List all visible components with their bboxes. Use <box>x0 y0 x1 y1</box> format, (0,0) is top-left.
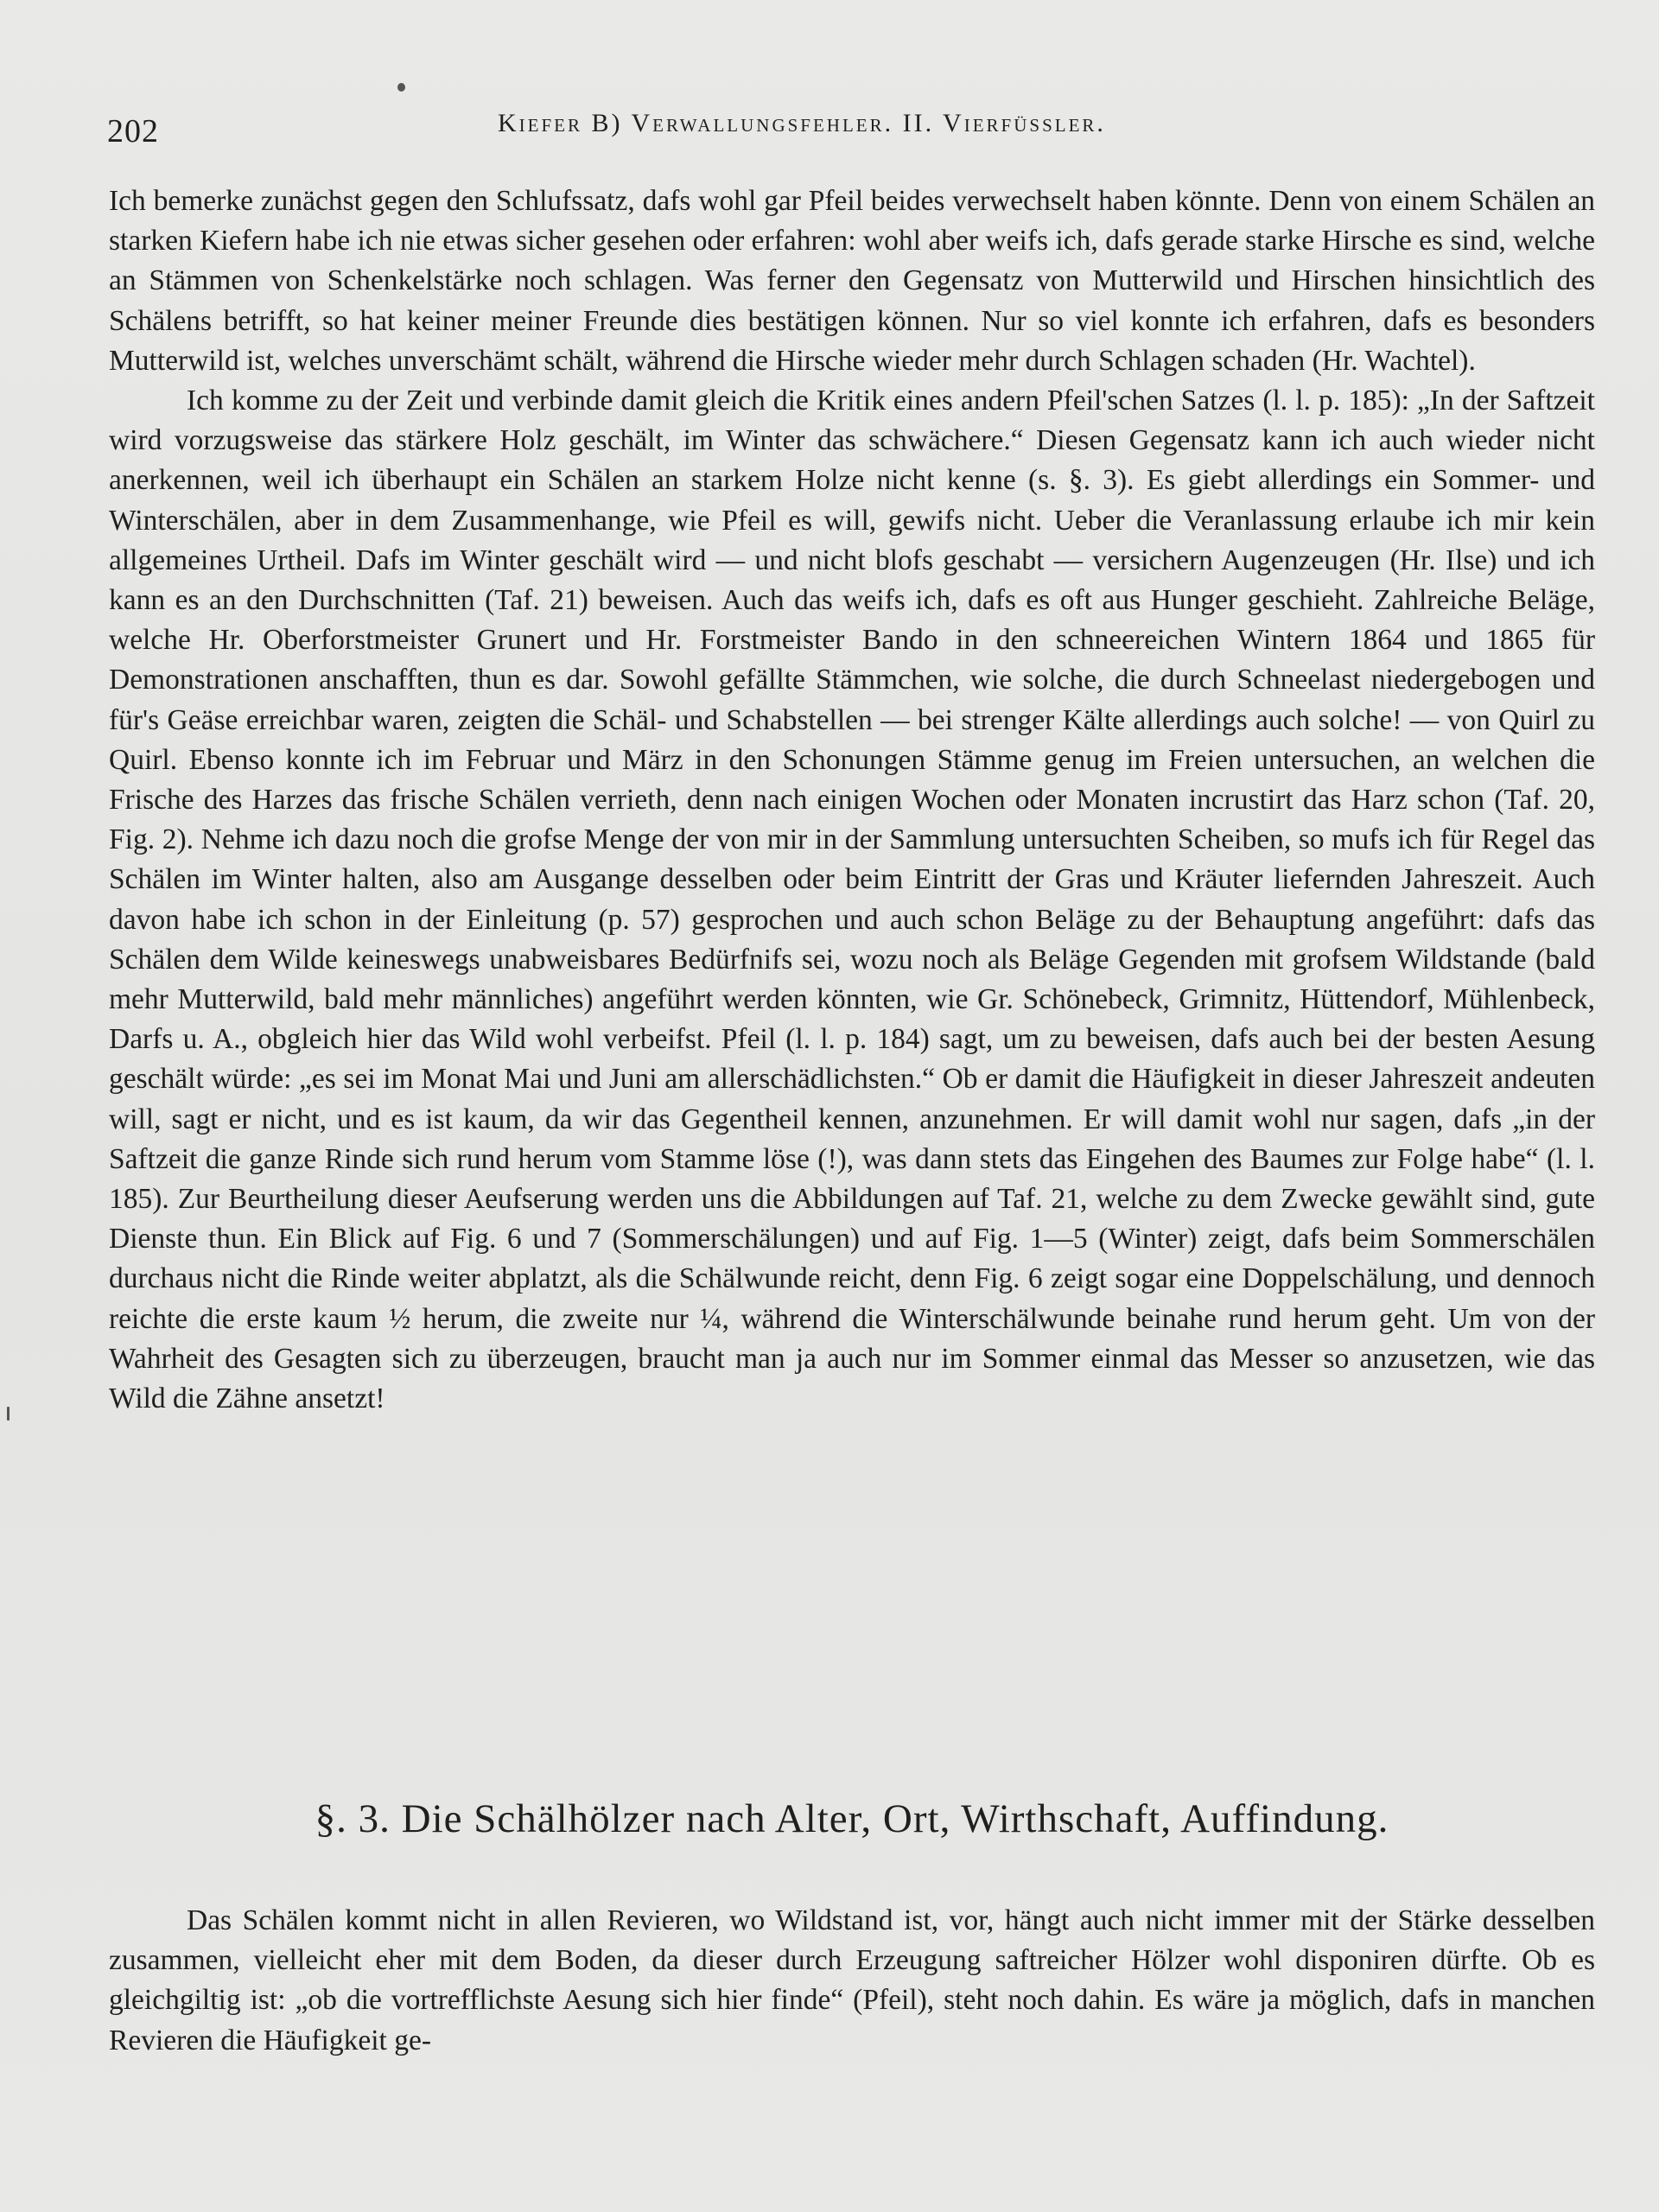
section-heading: §. 3. Die Schälhölzer nach Alter, Ort, Wirthschaft, Auffindung. <box>315 1796 1389 1841</box>
running-title: Kiefer B) Verwallungsfehler. II. Vierfüssler. <box>498 109 1106 137</box>
ink-speck <box>397 83 405 92</box>
page-number: 202 <box>107 113 159 149</box>
paragraph: Ich komme zu der Zeit und verbinde damit gleich die Kritik eines andern Pfeil'schen Satzes (l. l. p. 185): „In der Saftzeit wird vorzugsweise das stärkere Holz geschält, im Winter das schwächere.“ Diesen Gegensatz kann ich auch wieder nicht anerkennen, weil ich überhaupt ein Schälen an starkem Holze nicht kenne (s. §. 3). Es giebt allerdings ein Sommer- und Winterschälen, aber in dem Zusammenhange, wie Pfeil es will, gewifs nicht. Ueber die Veranlassung erlaube ich mir kein allgemeines Urtheil. Dafs im Winter geschält wird — und nicht blofs geschabt — versichern Augenzeugen (Hr. Ilse) und ich kann es an den Durchschnitten (Taf. 21) beweisen. Auch das weifs ich, dafs es oft aus Hunger geschieht. Zahlreiche Beläge, welche Hr. Oberforstmeister Grunert und Hr. Forstmeister Bando in den schneereichen Wintern 1864 und 1865 für Demonstrationen anschafften, thun es dar. Sowohl gefällte Stämmchen, wie solche, die durch Schneelast niedergebogen und für's Geäse erreichbar waren, zeigten die Schäl- und Schabstellen — bei strenger Kälte allerdings auch solche! — von Quirl zu Quirl. Ebenso konnte ich im Februar und März in den Schonungen Stämme genug im Freien untersuchen, an welchen die Frische des Harzes das frische Schälen verrieth, denn nach einigen Wochen oder Monaten incrustirt das Harz schon (Taf. 20, Fig. 2). Nehme ich dazu noch die grofse Menge der von mir in der Sammlung untersuchten Scheiben, so mufs ich für Regel das Schälen im Winter halten, also am Ausgange desselben oder beim Eintritt der Gras und Kräuter liefernden Jahreszeit. Auch davon habe ich schon in der Einleitung (p. 57) gesprochen und auch schon Beläge zu der Behauptung angeführt: dafs das Schälen dem Wilde keineswegs unabweisbares Bedürfnifs sei, wozu noch als Beläge Gegenden mit grofsem Wildstande (bald mehr Mutterwild, bald mehr männliches) angeführt werden könnten, wie Gr. Schönebeck, Grimnitz, Hüttendorf, Mühlenbeck, Darfs u. A., obgleich hier das Wild wohl verbeifst. Pfeil (l. l. p. 184) sagt, um zu beweisen, dafs auch bei der besten Aesung geschält würde: „es sei im Monat Mai und Juni am allerschädlichsten.“ Ob er damit die Häufigkeit in dieser Jahreszeit andeuten will, sagt er nicht, und es ist kaum, da wir das Gegentheil kennen, anzunehmen. Er will damit wohl nur sagen, dafs „in der Saftzeit die ganze Rinde sich rund herum vom Stamme löse (!), was dann stets das Eingehen des Baumes zur Folge habe“ (l. l. 185). Zur Beurtheilung dieser Aeufserung werden uns die Abbildungen auf Taf. 21, welche zu dem Zwecke gewählt sind, gute Dienste thun. Ein Blick auf Fig. 6 und 7 (Sommerschälungen) und auf Fig. 1—5 (Winter) zeigt, dafs beim Sommerschälen durchaus nicht die Rinde weiter abplatzt, als die Schälwunde reicht, denn Fig. 6 zeigt sogar eine Doppelschälung, und dennoch reichte die erste kaum ½ herum, die zweite nur ¼, während die Winterschälwunde beinahe rund herum geht. Um von der Wahrheit des Gesagten sich zu überzeugen, braucht man ja auch nur im Sommer einmal das Messer so anzusetzen, wie das Wild die Zähne ansetzt! <box>109 385 1595 1415</box>
running-head <box>107 102 1593 154</box>
paragraph: Ich bemerke zunächst gegen den Schlufssatz, dafs wohl gar Pfeil beides verwechselt haben könnte. Denn von einem Schälen an starken Kiefern habe ich nie etwas sicher gesehen oder erfahren: wohl aber weifs ich, dafs gerade starke Hirsche es sind, welche an Stämmen von Schenkelstärke noch schlagen. Was ferner den Gegensatz von Mutterwild und Hirschen hinsichtlich des Schälens betrifft, so hat keiner meiner Freunde dies bestätigen können. Nur so viel konnte ich erfahren, dafs es besonders Mutterwild ist, welches unverschämt schält, während die Hirsche wieder mehr durch Schlagen schaden (Hr. Wachtel). <box>109 185 1595 377</box>
section-body <box>109 1901 1595 2061</box>
body-text <box>109 181 1595 1419</box>
ink-speck <box>7 1407 10 1421</box>
paragraph: Das Schälen kommt nicht in allen Revieren, wo Wildstand ist, vor, hängt auch nicht immer mit der Stärke desselben zusammen, vielleicht eher mit dem Boden, da dieser durch Erzeugung saftreicher Hölzer wohl disponiren dürfte. Ob es gleichgiltig ist: „ob die vortrefflichste Aesung sich hier finde“ (Pfeil), steht noch dahin. Es wäre ja möglich, dafs in manchen Revieren die Häufigkeit ge- <box>109 1904 1595 2056</box>
